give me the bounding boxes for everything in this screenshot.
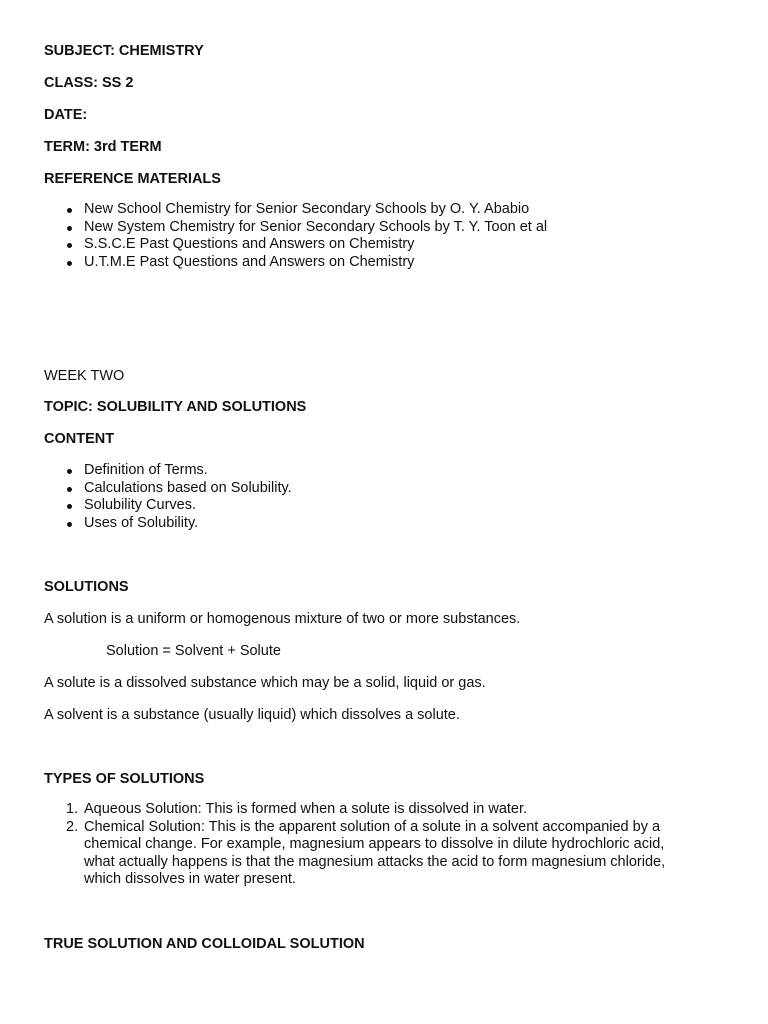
list-item: Calculations based on Solubility. bbox=[44, 480, 724, 498]
list-item: New School Chemistry for Senior Secondary Schools by O. Y. Ababio bbox=[44, 201, 724, 219]
solution-equation: Solution = Solvent + Solute bbox=[106, 643, 281, 659]
list-item: New System Chemistry for Senior Secondary Schools by T. Y. Toon et al bbox=[44, 219, 724, 237]
list-item-text: what actually happens is that the magnesium attacks the acid to form magnesium chloride, bbox=[84, 853, 666, 870]
reference-heading: REFERENCE MATERIALS bbox=[44, 171, 221, 187]
list-number: 2. bbox=[66, 818, 79, 835]
list-item bbox=[44, 819, 724, 889]
class-line: CLASS: SS 2 bbox=[44, 75, 134, 91]
reference-list bbox=[44, 201, 724, 271]
list-item-text: Aqueous Solution: This is formed when a solute is dissolved in water. bbox=[84, 801, 528, 817]
solutions-heading: SOLUTIONS bbox=[44, 579, 129, 595]
date-line: DATE: bbox=[44, 107, 88, 123]
list-item: Definition of Terms. bbox=[44, 462, 724, 480]
subject-line: SUBJECT: CHEMISTRY bbox=[44, 43, 204, 59]
list-item-text: chemical change. For example, magnesium appears to dissolve in dilute hydrochloric acid, bbox=[84, 836, 665, 852]
list-item bbox=[44, 801, 724, 819]
types-list bbox=[44, 801, 724, 889]
types-heading: TYPES OF SOLUTIONS bbox=[44, 771, 205, 787]
solute-definition: A solute is a dissolved substance which may be a solid, liquid or gas. bbox=[44, 675, 486, 691]
true-solution-heading: TRUE SOLUTION AND COLLOIDAL SOLUTION bbox=[44, 936, 365, 952]
list-item: Uses of Solubility. bbox=[44, 515, 724, 533]
list-item-text: which dissolves in water present. bbox=[84, 871, 296, 887]
list-item: Solubility Curves. bbox=[44, 497, 724, 515]
content-list bbox=[44, 462, 724, 532]
list-item: S.S.C.E Past Questions and Answers on Chemistry bbox=[44, 236, 724, 254]
list-number: 1. bbox=[66, 801, 79, 817]
week-label: WEEK TWO bbox=[44, 368, 125, 384]
solution-definition: A solution is a uniform or homogenous mixture of two or more substances. bbox=[44, 611, 521, 627]
list-item-text: Chemical Solution: This is the apparent solution of a solute in a solvent accompanied by a bbox=[84, 818, 661, 835]
list-item: U.T.M.E Past Questions and Answers on Chemistry bbox=[44, 254, 724, 272]
term-line: TERM: 3rd TERM bbox=[44, 139, 162, 155]
topic-heading: TOPIC: SOLUBILITY AND SOLUTIONS bbox=[44, 399, 307, 415]
solvent-definition: A solvent is a substance (usually liquid) which dissolves a solute. bbox=[44, 707, 460, 723]
content-heading: CONTENT bbox=[44, 431, 115, 447]
